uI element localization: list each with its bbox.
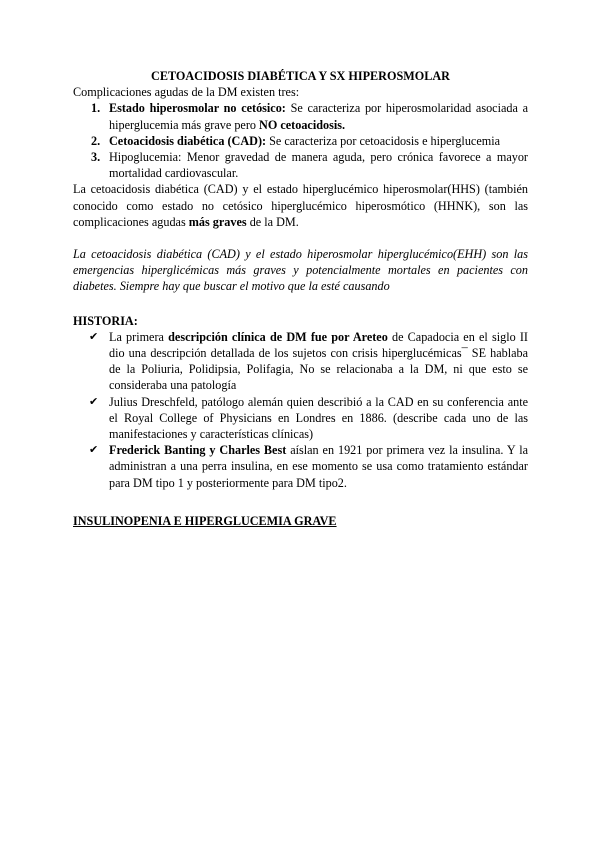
check-icon: ✔: [89, 443, 99, 457]
item-emphasis: NO cetoacidosis.: [259, 117, 346, 132]
item-text: Se caracteriza por hiperosmolaridad asociada a hiperglucemia más grave pero: [109, 101, 528, 132]
section-heading-insulinopenia: INSULINOPENIA E HIPERGLUCEMIA GRAVE: [73, 513, 337, 528]
list-marker: 2.: [91, 133, 101, 148]
item-text: Se caracteriza por cetoacidosis e hiperglucemia: [266, 133, 501, 148]
list-item: [73, 329, 528, 394]
list-item: [73, 149, 528, 181]
section-heading-historia: HISTORIA:: [73, 313, 138, 328]
history-list: [73, 329, 528, 491]
list-item: [73, 442, 528, 491]
list-marker: 3.: [91, 150, 101, 165]
document-title: CETOACIDOSIS DIABÉTICA Y SX HIPEROSMOLAR: [151, 69, 450, 83]
intro-text: Complicaciones agudas de la DM existen tres:: [73, 85, 300, 100]
complications-list: [73, 100, 528, 181]
item-text-tail: de Capadocia en el siglo II dio una descripción detallada de los sujetos con crisis hiperglucémicas¯ SE hablaba de la Poliuria, Polidipsia, Polifagia, No se relacionaba a la DM, ni que esto se consideraba una patología: [109, 329, 528, 393]
document-page: [73, 68, 528, 529]
item-text-tail: aíslan en 1921 por primera vez la insulina. Y la administran a una perra insulina, en ese momento se usa como tratamiento estándar para DM tipo 1 y posteriormente para DM tipo2.: [109, 443, 528, 490]
paragraph-tail: de la DM.: [246, 214, 299, 229]
item-emphasis: descripción clínica de DM fue por Areteo: [168, 329, 388, 344]
body-paragraph: [73, 181, 528, 230]
paragraph-text: La cetoacidosis diabética (CAD) y el estado hiperglucémico hiperosmolar(HHS) (también conocido como estado no cetósico hiperglucémico hiperosmótico (HHNK), son las complicaciones agudas: [73, 182, 528, 229]
check-icon: ✔: [89, 329, 99, 343]
paragraph-emphasis: más graves: [188, 214, 247, 229]
item-text: Hipoglucemia: Menor gravedad de manera aguda, pero crónica favorece a mayor mortalidad cardiovascular.: [109, 150, 528, 181]
check-icon: ✔: [89, 394, 99, 408]
italic-paragraph: La cetoacidosis diabética (CAD) y el estado hiperosmolar hiperglucémico(EHH) son las emergencias hiperglicémicas más graves y potencialmente mortales en pacientes con diabetes. Siempre hay que buscar el motivo que la esté causando: [73, 247, 528, 294]
item-text: La primera: [109, 329, 169, 344]
list-item: [73, 133, 528, 149]
list-item: [73, 100, 528, 132]
item-term: Estado hiperosmolar no cetósico:: [109, 101, 286, 116]
item-term: Cetoacidosis diabética (CAD):: [109, 133, 267, 148]
list-marker: 1.: [91, 101, 101, 116]
item-text: Julius Dreschfeld, patólogo alemán quien describió a la CAD en su conferencia ante el Royal College of Physicians en Londres en 1886. (describe cada uno de las manifestaciones y características clínicas): [109, 394, 528, 442]
item-emphasis: Frederick Banting y Charles Best: [109, 443, 287, 458]
list-item: [73, 394, 528, 443]
